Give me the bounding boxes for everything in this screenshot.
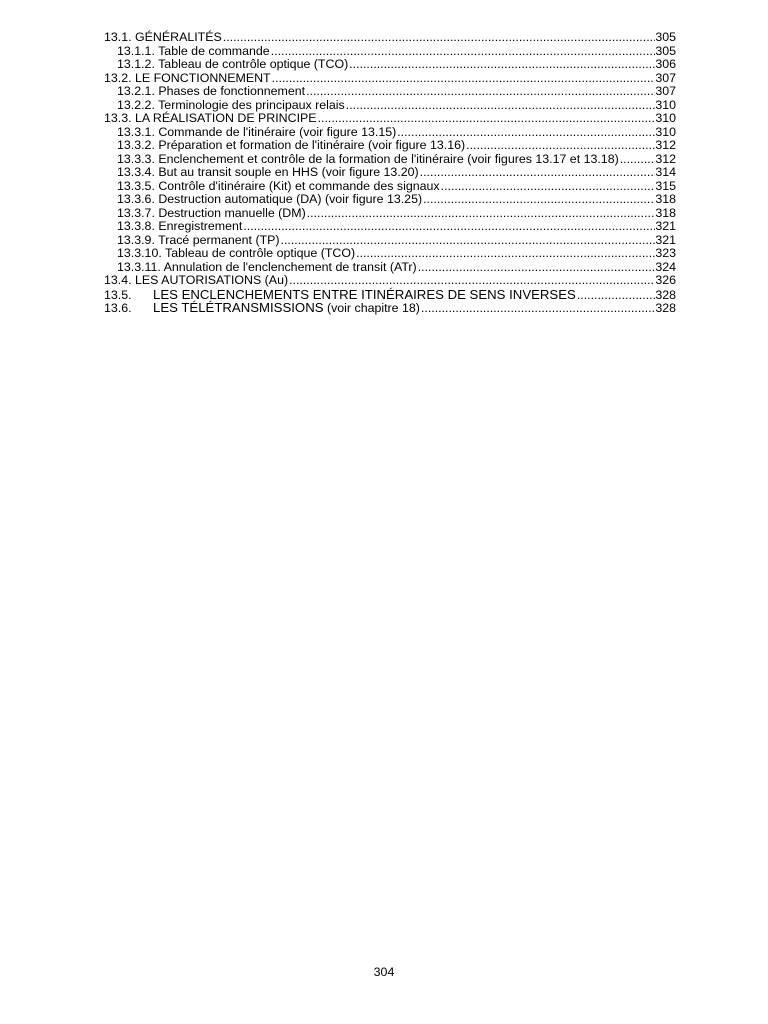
toc-entry-label: 13.2.1. Phases de fonctionnement xyxy=(117,84,306,98)
dot-leader xyxy=(271,45,656,59)
toc-entry-label: 13.3.6. Destruction automatique (DA) (voir figure 13.25) xyxy=(117,192,423,206)
toc-entry[interactable] xyxy=(104,31,676,45)
dot-leader xyxy=(223,31,656,45)
toc-entry-page: 306 xyxy=(655,57,676,71)
toc-entry[interactable] xyxy=(104,45,676,59)
toc-entry-label: 13.1. GÉNÉRALITÉS xyxy=(104,30,222,44)
dot-leader xyxy=(306,85,655,99)
toc-entry[interactable] xyxy=(104,234,676,248)
toc-entry-label: 13.2. LE FONCTIONNEMENT xyxy=(104,70,271,85)
toc-entry[interactable] xyxy=(104,274,676,288)
toc-entry-page: 315 xyxy=(655,178,676,193)
dot-leader xyxy=(423,193,655,207)
toc-entry[interactable] xyxy=(104,166,676,180)
toc-entry-page: 328 xyxy=(655,301,676,315)
toc-entry-label: 13.4. LES AUTORISATIONS (Au) xyxy=(104,273,289,287)
dot-leader xyxy=(421,302,655,316)
toc-entry-page: 305 xyxy=(655,43,676,58)
toc-entry-label: 13.3.3. Enclenchement et contrôle de la formation de l'itinéraire (voir figures 13.17 et 13.18) xyxy=(117,151,619,166)
dot-leader xyxy=(318,112,656,126)
dot-leader xyxy=(307,207,656,221)
toc-entry-page: 328 xyxy=(655,287,676,302)
toc-entry-label xyxy=(104,301,420,316)
toc-entry-title: LES ENCLENCHEMENTS ENTRE ITINÉRAIRES DE SENS INVERSES xyxy=(153,286,576,302)
toc-entry-page: 326 xyxy=(655,273,676,287)
toc-entry-page: 314 xyxy=(655,165,676,179)
toc-entry-page: 318 xyxy=(655,205,676,220)
toc-entry-label: 13.3.8. Enregistrement xyxy=(117,219,243,233)
dot-leader xyxy=(243,220,655,234)
toc-entry-label: 13.3.4. But au transit souple en HHS (voir figure 13.20) xyxy=(117,165,419,179)
dot-leader xyxy=(272,72,656,86)
dot-leader xyxy=(420,166,656,180)
dot-leader xyxy=(441,180,656,194)
toc-entry-page: 310 xyxy=(655,111,676,125)
toc-entry-page: 321 xyxy=(655,219,676,233)
dot-leader xyxy=(289,274,655,288)
toc-entry-page: 310 xyxy=(655,97,676,112)
toc-entry-page: 312 xyxy=(655,138,676,152)
toc-entry[interactable] xyxy=(104,58,676,72)
toc-entry-label: 13.3.10. Tableau de contrôle optique (TCO) xyxy=(117,246,356,260)
toc-entry-page: 305 xyxy=(655,30,676,44)
toc-entry-label: 13.1.1. Table de commande xyxy=(117,43,270,58)
toc-entry-label: 13.3.1. Commande de l'itinéraire (voir figure 13.15) xyxy=(117,124,397,139)
dot-leader xyxy=(466,139,655,153)
toc-entry-page: 307 xyxy=(655,70,676,85)
toc-entry[interactable] xyxy=(104,153,676,167)
dot-leader xyxy=(620,153,656,167)
toc-entry-number: 13.5. xyxy=(104,287,132,302)
dot-leader xyxy=(397,126,655,140)
toc-entry-page: 323 xyxy=(655,246,676,260)
toc-entry-page: 307 xyxy=(655,84,676,98)
toc-entry[interactable] xyxy=(104,139,676,153)
dot-leader xyxy=(577,289,655,303)
toc-entry-label: 13.3.7. Destruction manuelle (DM) xyxy=(117,205,306,220)
toc-entry-page: 318 xyxy=(655,192,676,206)
dot-leader xyxy=(346,99,656,113)
toc-entry[interactable] xyxy=(104,180,676,194)
toc-entry[interactable] xyxy=(104,85,676,99)
toc-entry[interactable] xyxy=(104,126,676,140)
dot-leader xyxy=(356,247,655,261)
toc-entry-title: LES TÉLÉTRANSMISSIONS xyxy=(153,300,324,315)
toc-entry-number: 13.6. xyxy=(104,301,132,315)
toc-entry-label: 13.1.2. Tableau de contrôle optique (TCO) xyxy=(117,57,349,71)
toc-entry[interactable] xyxy=(104,288,676,302)
dot-leader xyxy=(281,234,656,248)
toc-entry[interactable] xyxy=(104,247,676,261)
toc-entry[interactable] xyxy=(104,301,676,315)
toc-entry[interactable] xyxy=(104,207,676,221)
toc-entry-label: 13.3.11. Annulation de l'enclenchement de transit (ATr) xyxy=(117,259,417,274)
table-of-contents xyxy=(104,31,676,315)
toc-entry[interactable] xyxy=(104,99,676,113)
toc-entry-page: 312 xyxy=(655,151,676,166)
dot-leader xyxy=(418,261,656,275)
toc-entry[interactable] xyxy=(104,193,676,207)
toc-entry[interactable] xyxy=(104,261,676,275)
toc-entry-page: 324 xyxy=(655,259,676,274)
toc-entry-label: 13.3.2. Préparation et formation de l'itinéraire (voir figure 13.16) xyxy=(117,138,466,152)
toc-entry[interactable] xyxy=(104,112,676,126)
toc-entry-label: 13.3.9. Tracé permanent (TP) xyxy=(117,232,280,247)
dot-leader xyxy=(349,58,655,72)
toc-entry-page: 321 xyxy=(655,232,676,247)
toc-entry-label: 13.2.2. Terminologie des principaux relais xyxy=(117,97,345,112)
toc-entry-label: 13.3.5. Contrôle d'itinéraire (Kit) et commande des signaux xyxy=(117,178,440,193)
toc-entry[interactable] xyxy=(104,72,676,86)
toc-entry-page: 310 xyxy=(655,124,676,139)
toc-entry-suffix: (voir chapitre 18) xyxy=(323,301,420,315)
toc-entry[interactable] xyxy=(104,220,676,234)
page-number: 304 xyxy=(373,965,395,979)
toc-entry-label: 13.3. LA RÉALISATION DE PRINCIPE xyxy=(104,111,317,125)
